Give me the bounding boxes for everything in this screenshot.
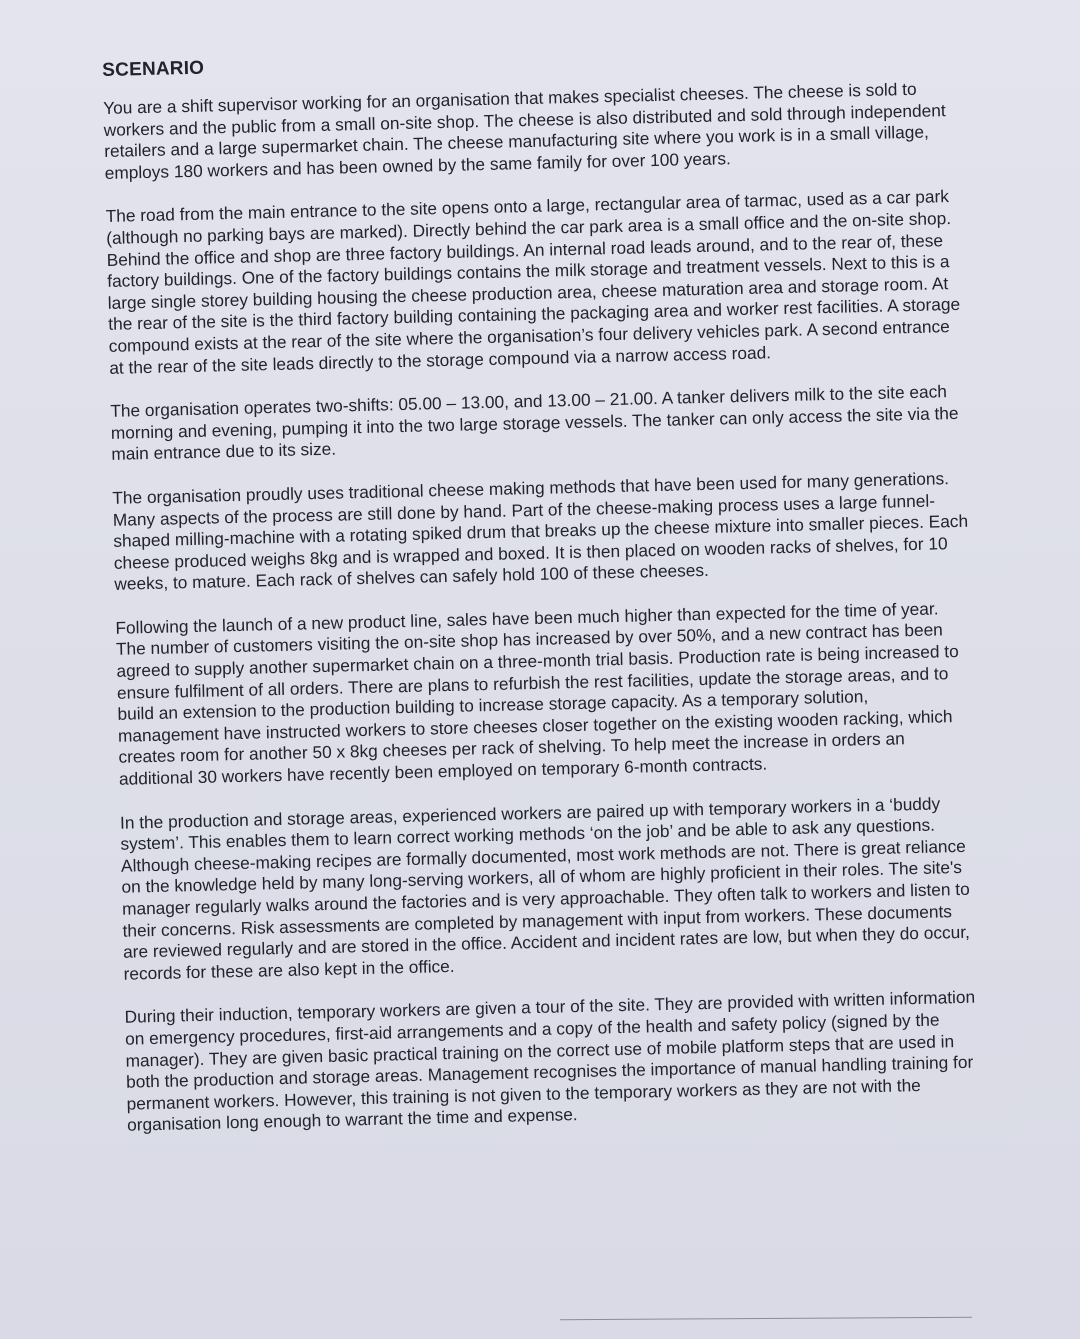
document-body [102, 38, 983, 1159]
paragraph-increased-demand: Following the launch of a new product line, sales have been much higher than expected for the time of year. The number of customers visiting the on-site shop has increased by over 50%, and a new contract has been agreed to supply another supermarket chain on a three-month trial basis. Production rate is being increased to ensure fulfilment of all orders. There are plans to refurbish the rest facilities, update the storage areas, and to build an extension to the production building to increase storage capacity. As a temporary solution, management have instructed workers to store cheeses closer together on the existing wooden racking, which creates room for another 50 x 8kg cheeses per rack of shelving. To help meet the increase in orders an additional 30 workers have recently been employed on temporary 6-month contracts. [115, 598, 959, 789]
paragraph-site-layout: The road from the main entrance to the site opens onto a large, rectangular area of tarmac, used as a car park (although no parking bays are marked). Directly behind the car park area is a small office and the on-site shop. Behind the office and shop are three factory buildings. An internal road leads around, and to the rear of, these factory buildings. One of the factory buildings contains the milk storage and treatment vessels. Next to this is a large single storey building housing the cheese production area, cheese maturation area and storage room. At the rear of the site is the third factory building containing the packaging area and worker rest facilities. A storage compound exists at the rear of the site where the organisation’s four delivery vehicles park. A second entrance at the rear of the site leads directly to the storage compound via a narrow access road. [105, 186, 961, 378]
paragraph-shifts-and-deliveries: The organisation operates two-shifts: 05.00 – 13.00, and 13.00 – 21.00. A tanker delivers milk to the site each morning and evening, pumping it into the two large storage vessels. The tanker can only access the site via the main entrance due to its size. [110, 381, 959, 465]
paragraph-buddy-system: In the production and storage areas, experienced workers are paired up with temporary workers in a ‘buddy system’. This enables them to learn correct working methods ‘on the job’ and be able to ask any questions. Although cheese-making recipes are formally documented, most work methods are not. There is great reliance on the knowledge held by many long-serving workers, all of whom are highly proficient in their roles. The site's manager regularly walks around the factories and is very approachable. They often talk to workers and listen to their concerns. Risk assessments are completed by management with input from workers. These documents are reviewed regularly and are stored in the office. Accident and incident rates are low, but when they do occur, records for these are also kept in the office. [119, 793, 971, 984]
paragraph-induction-training: During their induction, temporary workers are given a tour of the site. They are provided with written information on emergency procedures, first-aid arrangements and a copy of the health and safety policy (signed by the manager). They are given basic practical training on the correct use of mobile platform steps that are used in both the production and storage areas. Management recognises the importance of manual handling training for permanent workers. However, this training is not given to the temporary workers as they are not with the organisation long enough to warrant the time and expense. [124, 987, 976, 1136]
bottom-divider-line [560, 1317, 972, 1321]
page-title: SCENARIO [102, 57, 205, 81]
paragraph-company-overview: You are a shift supervisor working for an organisation that makes specialist cheeses. The cheese is sold to workers and the public from a small on-site shop. The cheese is also distributed and sold through independent retailers and a large supermarket chain. The cheese manufacturing site where you work is in a small village, employs 180 workers and has been owned by the same family for over 100 years. [102, 78, 946, 183]
paragraph-production-methods: The organisation proudly uses traditional cheese making methods that have been used for many generations. Many aspects of the process are still done by hand. Part of the cheese-making process uses a large funnel-shaped milling-machine with a rotating spiked drum that breaks up the cheese mixture into smaller pieces. Each cheese produced weighs 8kg and is wrapped and boxed. It is then placed on wooden racks of shelves, for 10 weeks, to mature. Each rack of shelves can safely hold 100 of these cheeses. [112, 468, 969, 595]
